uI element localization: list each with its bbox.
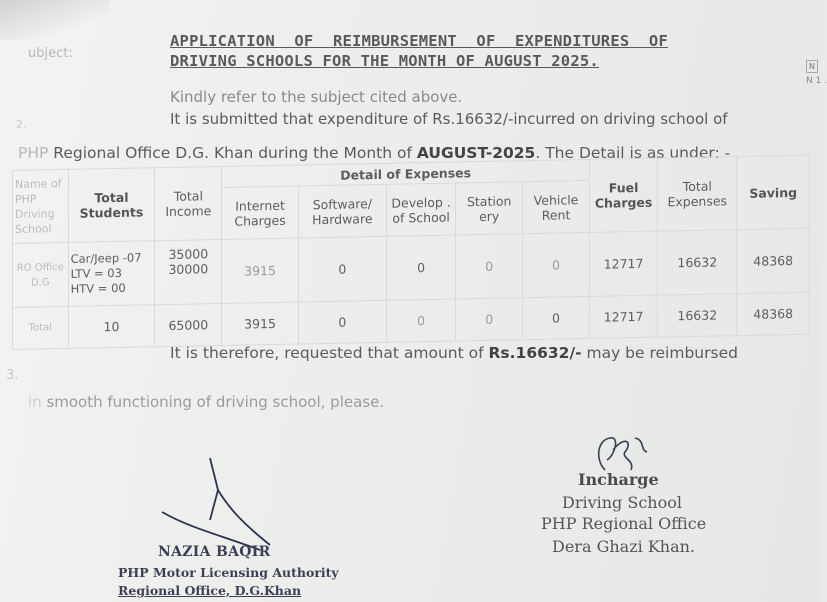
- para-3-faint: in: [28, 393, 47, 411]
- para-2-text: Regional Office D.G. Khan during the Month of: [53, 144, 417, 162]
- total-saving: 48368: [737, 292, 810, 335]
- students-ltv: LTV = 03: [70, 265, 122, 281]
- total-stationery: 0: [456, 298, 523, 341]
- officer-name: NAZIA BAQIR: [158, 544, 271, 560]
- students-car: Car/Jeep -07: [70, 250, 142, 266]
- para-2-amount: Rs.16632/-: [432, 110, 514, 128]
- edge-box: N: [806, 60, 818, 73]
- para-3-suffix: may be reimbursed: [581, 344, 738, 362]
- subject-label: ubject:: [28, 46, 73, 61]
- para-1: Kindly refer to the subject cited above.: [170, 88, 463, 106]
- para-3-amount: Rs.16632/-: [488, 344, 582, 362]
- row-school-name: RO Office D.G: [13, 242, 69, 307]
- total-vehicle: 0: [523, 296, 590, 339]
- row-fuel: 12717: [589, 231, 657, 296]
- header-total-income: Total Income: [155, 166, 222, 240]
- total-students: 10: [68, 305, 155, 349]
- row-internet: 3915: [222, 238, 298, 303]
- total-internet: 3915: [222, 302, 298, 345]
- header-fuel-charges: Fuel Charges: [589, 158, 657, 232]
- header-saving: Saving: [737, 155, 810, 229]
- title-line-2: DRIVING SCHOOLS FOR THE MONTH OF AUGUST 2025.: [170, 52, 599, 70]
- para-3-text: smooth functioning of driving school, please.: [46, 393, 385, 411]
- header-total-expenses: Total Expenses: [658, 157, 737, 232]
- para-3-line-1: [170, 344, 738, 362]
- header-detail-of-expenses: Detail of Expenses: [222, 159, 590, 187]
- folded-corner: [0, 0, 110, 40]
- para-3-prefix: It is therefore, requested that amount of: [170, 344, 489, 362]
- edge-letters: N 1 .: [806, 76, 827, 86]
- header-software: Software/ Hardware: [298, 184, 386, 238]
- incharge-line-2: Driving School: [562, 493, 682, 512]
- total-income: 65000: [155, 303, 222, 346]
- income-1: 35000: [168, 246, 209, 262]
- income-2: 30000: [168, 261, 209, 277]
- para-2-prefix: It is submitted that expenditure of: [170, 110, 433, 128]
- total-expenses: 16632: [658, 294, 737, 338]
- para-2-number: 2.: [16, 118, 27, 131]
- header-stationery: Station ery: [456, 182, 523, 235]
- row-stationery: 0: [456, 234, 523, 299]
- para-2-ghost-text: PHP: [18, 144, 54, 162]
- incharge-line-4: Dera Ghazi Khan.: [552, 537, 696, 556]
- para-2-month: AUGUST-2025: [416, 144, 536, 162]
- total-label: Total: [13, 306, 69, 349]
- incharge-title: Incharge: [578, 470, 659, 489]
- header-total-students: Total Students: [68, 168, 155, 243]
- row-students: [68, 241, 155, 307]
- total-software: 0: [298, 300, 386, 344]
- row-income: [155, 239, 222, 304]
- row-develop: 0: [386, 235, 455, 300]
- para-2-suffix: incurred on driving school of: [513, 110, 728, 128]
- expenses-table: [12, 155, 810, 350]
- header-school-name: Name of PHP Driving School: [13, 169, 69, 243]
- total-fuel: 12717: [589, 295, 657, 338]
- header-internet: Internet Charges: [222, 186, 298, 239]
- para-3-number: 3.: [6, 368, 19, 383]
- row-vehicle: 0: [523, 232, 590, 297]
- total-develop: 0: [386, 299, 455, 342]
- row-total-expenses: 16632: [658, 230, 737, 296]
- officer-line-3: Regional Office, D.G.Khan: [118, 583, 302, 598]
- row-saving: 48368: [737, 228, 810, 293]
- para-3-line-2: [28, 393, 384, 411]
- header-develop: Develop . of School: [386, 183, 455, 236]
- header-vehicle: Vehicle Rent: [523, 180, 590, 233]
- title-line-1: APPLICATION OF REIMBURSEMENT OF EXPENDITURES OF: [170, 32, 668, 50]
- para-2-line-1: [170, 110, 728, 128]
- row-software: 0: [298, 236, 386, 302]
- officer-line-2: PHP Motor Licensing Authority: [118, 565, 339, 580]
- incharge-line-3: PHP Regional Office: [541, 514, 707, 533]
- students-htv: HTV = 00: [70, 280, 126, 296]
- para-2-end: . The Detail is as under: -: [535, 144, 731, 162]
